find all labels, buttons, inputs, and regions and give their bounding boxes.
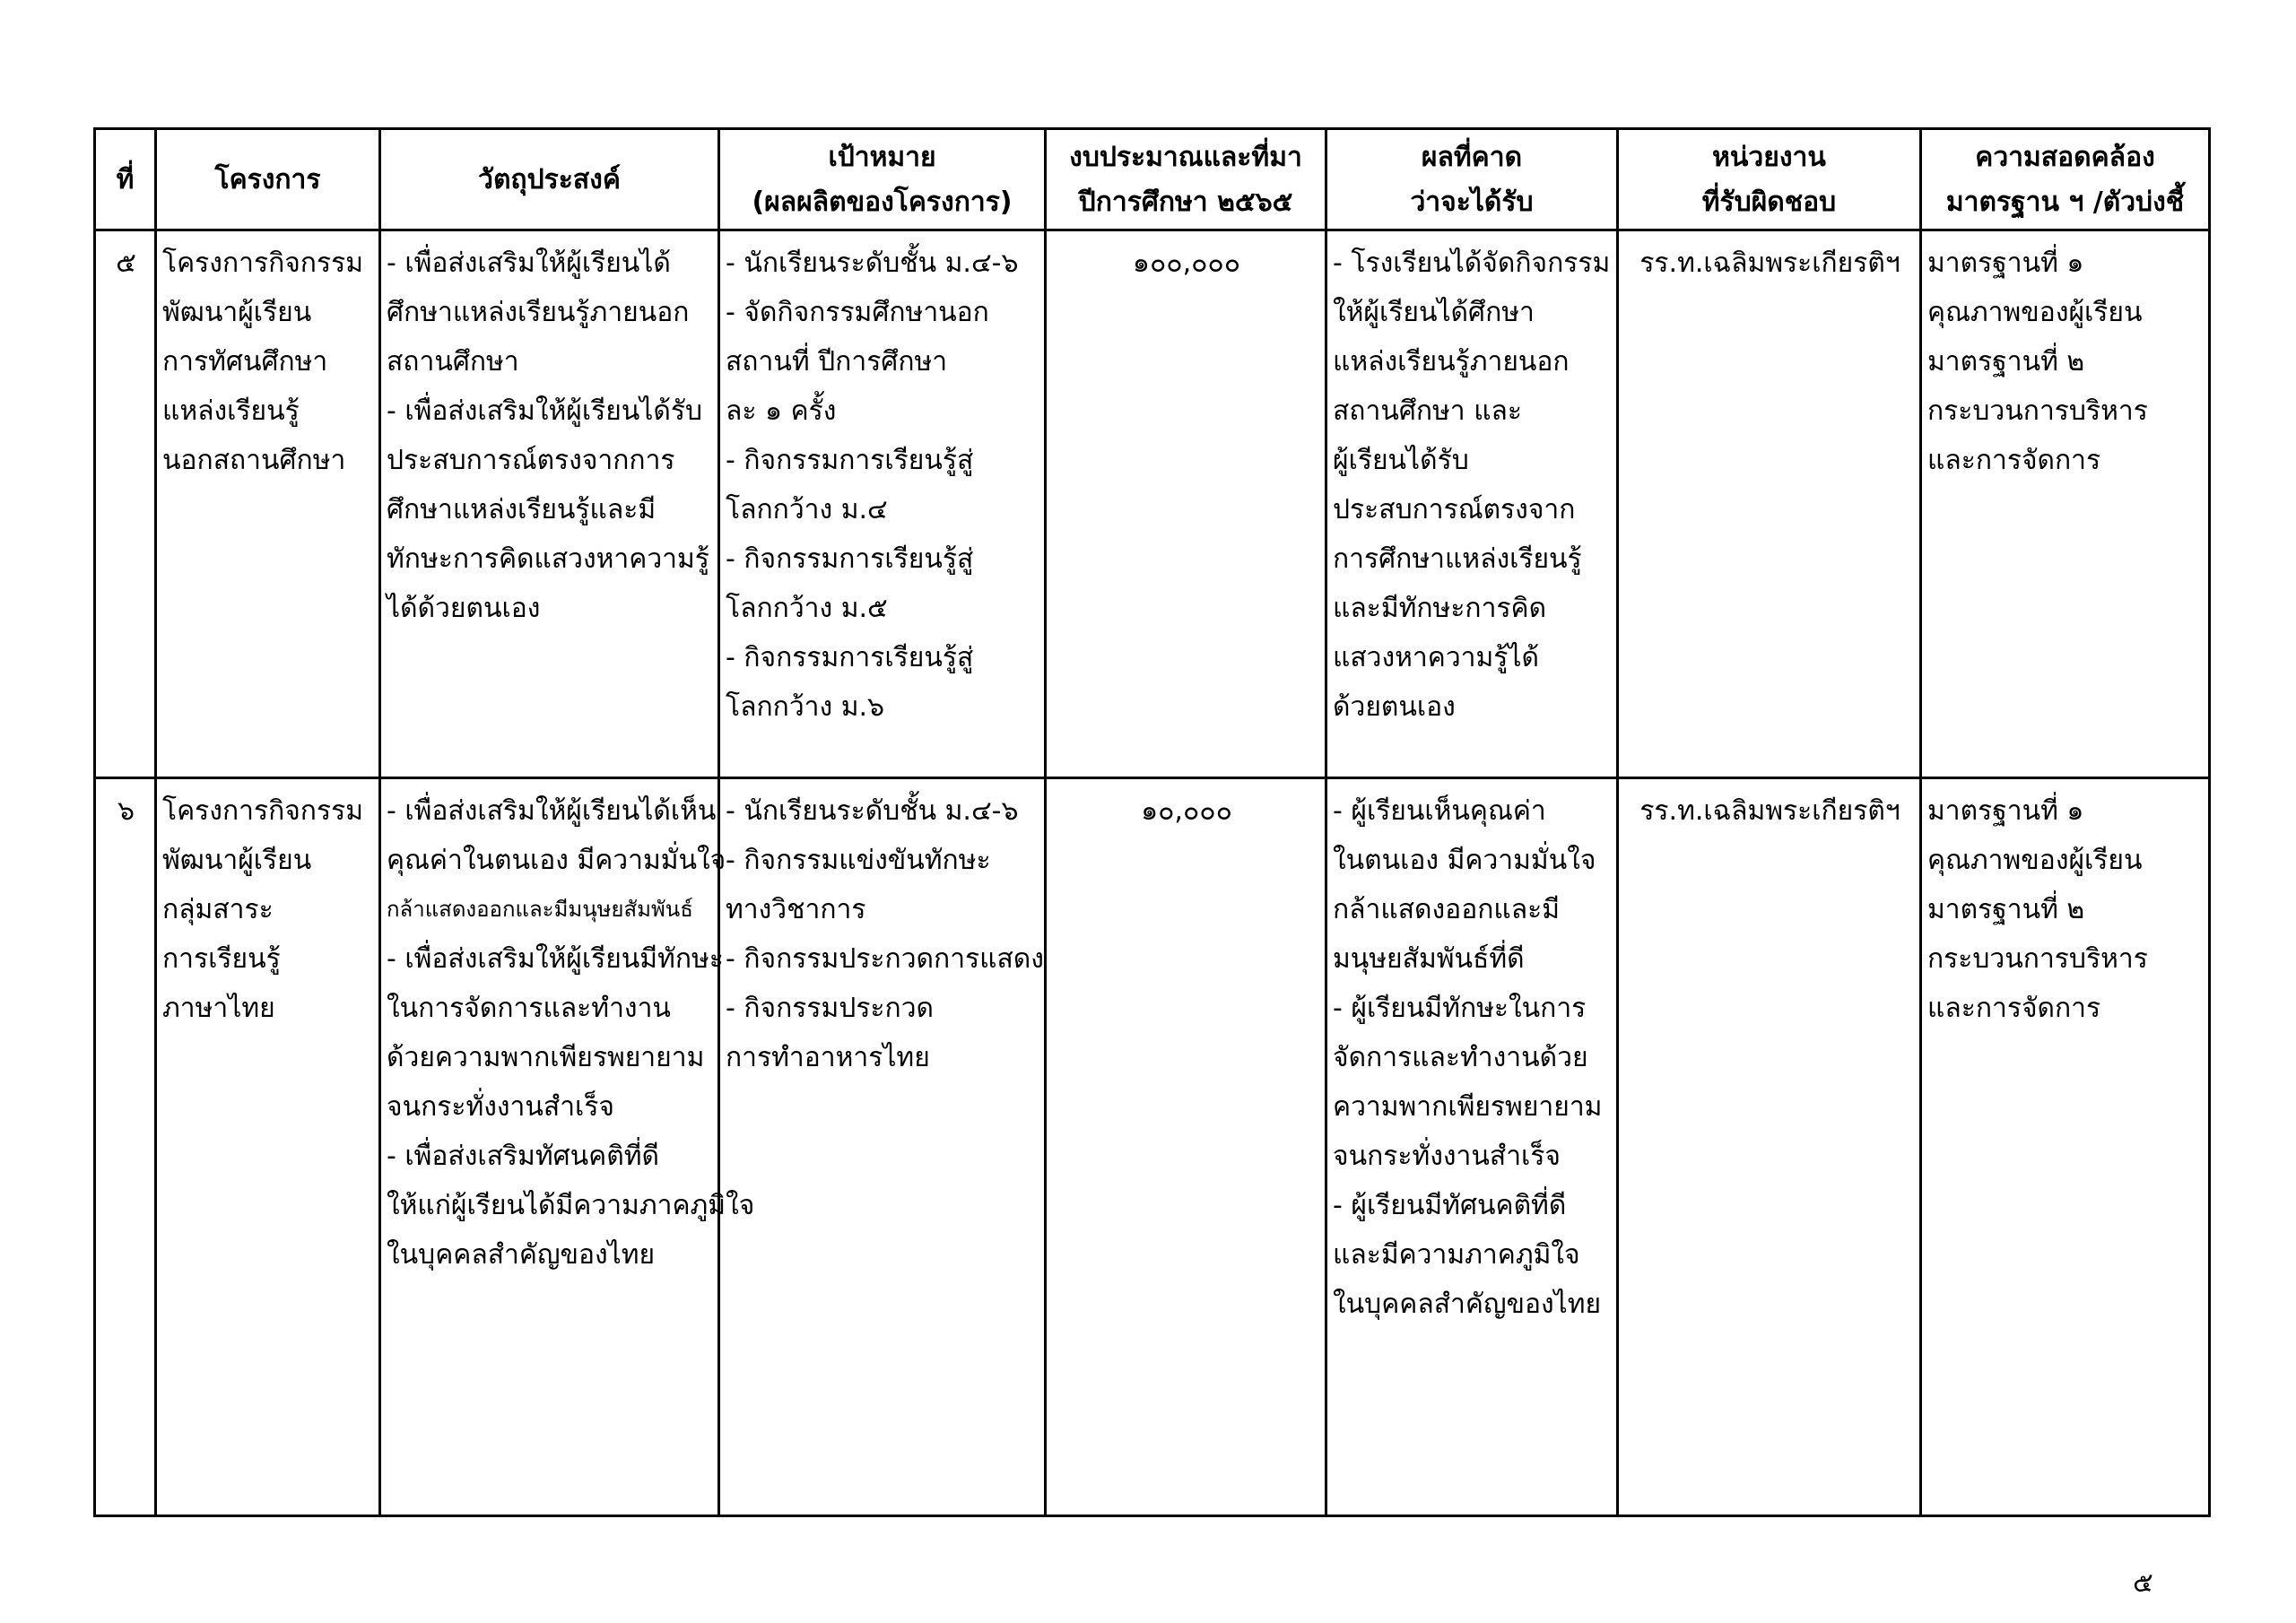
table-row <box>95 230 2210 778</box>
cell-project <box>156 778 380 1516</box>
cell-no: ๕ <box>95 230 156 778</box>
cell-line: และการจัดการ <box>1927 993 2101 1024</box>
cell-objective <box>380 778 755 1516</box>
cell-line: ในการจัดการและทำงาน <box>387 993 671 1024</box>
cell-line: ด้วยตนเอง <box>1333 691 1456 723</box>
header-budget-line-2: ปีการศึกษา ๒๕๖๕ <box>1078 187 1293 218</box>
cell-line: พัฒนาผู้เรียน <box>162 297 312 328</box>
header-no: ที่ <box>95 129 156 230</box>
header-unit-line-2: ที่รับผิดชอบ <box>1701 187 1837 218</box>
cell-line: ศึกษาแหล่งเรียนรู้และมี <box>387 494 657 525</box>
cell-line: จนกระทั่งงานสำเร็จ <box>387 1091 615 1123</box>
cell-line: มาตรฐานที่ ๑ <box>1927 247 2084 279</box>
cell-line: ในบุคคลสำคัญของไทย <box>387 1239 656 1271</box>
cell-line: ให้แก่ผู้เรียนได้มีความภาคภูมิใจ <box>387 1190 755 1221</box>
header-unit <box>1618 129 1921 230</box>
cell-line: ทางวิชาการ <box>726 894 866 925</box>
cell-line: การทำอาหารไทย <box>726 1042 930 1073</box>
cell-budget: ๑๐๐,๐๐๐ <box>1046 230 1326 778</box>
cell-line: ด้วยความพากเพียรพยายาม <box>387 1042 705 1073</box>
cell-line: ความพากเพียรพยายาม <box>1333 1091 1603 1123</box>
cell-line: โลกกว้าง ม.๖ <box>726 691 885 723</box>
cell-line: ละ ๑ ครั้ง <box>726 395 837 427</box>
cell-line: และมีทักษะการคิด <box>1333 593 1547 624</box>
cell-target <box>719 778 1046 1516</box>
header-project: โครงการ <box>156 129 380 230</box>
page-number: ๕ <box>2133 1567 2153 1599</box>
cell-line: - นักเรียนระดับชั้น ม.๔-๖ <box>726 247 1019 279</box>
cell-no: ๖ <box>95 778 156 1516</box>
cell-line: พัฒนาผู้เรียน <box>162 845 312 876</box>
cell-line: สถานศึกษา และ <box>1333 395 1523 427</box>
cell-line: ได้ด้วยตนเอง <box>387 593 541 624</box>
cell-line: - กิจกรรมแข่งขันทักษะ <box>726 845 991 876</box>
cell-line: ทักษะการคิดแสวงหาความรู้ <box>387 543 709 575</box>
cell-line: โครงการกิจกรรม <box>162 247 363 279</box>
cell-line: สถานศึกษา <box>387 346 519 378</box>
cell-expected <box>1326 778 1618 1516</box>
cell-line: - กิจกรรมประกวด <box>726 993 935 1024</box>
cell-line: ประสบการณ์ตรงจากการ <box>387 445 675 476</box>
header-unit-line-1: หน่วยงาน <box>1712 142 1826 173</box>
cell-line: จนกระทั่งงานสำเร็จ <box>1333 1141 1561 1172</box>
cell-budget: ๑๐,๐๐๐ <box>1046 778 1326 1516</box>
cell-line: - โรงเรียนได้จัดกิจกรรม <box>1333 247 1611 279</box>
cell-line: - เพื่อส่งเสริมทัศนคติที่ดี <box>387 1141 659 1172</box>
header-expected-line-1: ผลที่คาด <box>1421 142 1523 173</box>
cell-line: การเรียนรู้ <box>162 943 281 975</box>
cell-line: แหล่งเรียนรู้ <box>162 395 300 427</box>
cell-line: - ผู้เรียนมีทักษะในการ <box>1333 993 1587 1024</box>
cell-line: ประสบการณ์ตรงจาก <box>1333 494 1576 525</box>
cell-line: คุณภาพของผู้เรียน <box>1927 297 2143 328</box>
cell-unit: รร.ท.เฉลิมพระเกียรติฯ <box>1618 778 1921 1516</box>
cell-line: - เพื่อส่งเสริมให้ผู้เรียนได้ <box>387 247 671 279</box>
header-standard-line-1: ความสอดคล้อง <box>1975 142 2155 173</box>
header-row <box>95 129 2210 230</box>
cell-unit: รร.ท.เฉลิมพระเกียรติฯ <box>1618 230 1921 778</box>
cell-line: - กิจกรรมการเรียนรู้สู่ <box>726 543 974 575</box>
table-row <box>95 778 2210 1516</box>
cell-line: ภาษาไทย <box>162 993 275 1024</box>
cell-line: - จัดกิจกรรมศึกษานอก <box>726 297 989 328</box>
cell-line: - กิจกรรมการเรียนรู้สู่ <box>726 642 974 673</box>
cell-line: - เพื่อส่งเสริมให้ผู้เรียนได้เห็น <box>387 795 717 827</box>
cell-line: และมีความภาคภูมิใจ <box>1333 1239 1580 1271</box>
cell-line: - เพื่อส่งเสริมให้ผู้เรียนมีทักษะ <box>387 943 724 975</box>
cell-line: โครงการกิจกรรม <box>162 795 363 827</box>
cell-line: ให้ผู้เรียนได้ศึกษา <box>1333 297 1535 328</box>
cell-line: คุณค่าในตนเอง มีความมั่นใจ <box>387 845 726 876</box>
cell-line: สถานที่ ปีการศึกษา <box>726 346 948 378</box>
cell-line: โลกกว้าง ม.๕ <box>726 593 888 624</box>
cell-target <box>719 230 1046 778</box>
cell-line: กระบวนการบริหาร <box>1927 943 2148 975</box>
cell-line: ในตนเอง มีความมั่นใจ <box>1333 845 1596 876</box>
cell-standard <box>1921 778 2210 1516</box>
cell-line: มาตรฐานที่ ๑ <box>1927 795 2084 827</box>
cell-line: - ผู้เรียนเห็นคุณค่า <box>1333 795 1546 827</box>
cell-objective <box>380 230 719 778</box>
cell-line: - เพื่อส่งเสริมให้ผู้เรียนได้รับ <box>387 395 703 427</box>
header-target-line-1: เป้าหมาย <box>828 142 936 173</box>
cell-line: กระบวนการบริหาร <box>1927 395 2148 427</box>
cell-line: มาตรฐานที่ ๒ <box>1927 346 2085 378</box>
cell-line: ในบุคคลสำคัญของไทย <box>1333 1289 1602 1320</box>
cell-line: การทัศนศึกษา <box>162 346 328 378</box>
cell-line: คุณภาพของผู้เรียน <box>1927 845 2143 876</box>
header-objective: วัตถุประสงค์ <box>380 129 719 230</box>
cell-line: จัดการและทำงานด้วย <box>1333 1042 1588 1073</box>
header-standard-line-2: มาตรฐาน ฯ /ตัวบ่งชี้ <box>1945 187 2185 218</box>
cell-line: โลกกว้าง ม.๔ <box>726 494 888 525</box>
cell-line: ศึกษาแหล่งเรียนรู้ภายนอก <box>387 297 690 328</box>
cell-line: มาตรฐานที่ ๒ <box>1927 894 2085 925</box>
header-budget-line-1: งบประมาณและที่มา <box>1069 142 1302 173</box>
cell-line: กลุ่มสาระ <box>162 894 274 925</box>
cell-line: - นักเรียนระดับชั้น ม.๔-๖ <box>726 795 1019 827</box>
header-expected <box>1326 129 1618 230</box>
cell-line: ผู้เรียนได้รับ <box>1333 445 1469 476</box>
cell-standard <box>1921 230 2210 778</box>
header-budget <box>1046 129 1326 230</box>
cell-line: แสวงหาความรู้ได้ <box>1333 642 1539 673</box>
cell-line: แหล่งเรียนรู้ภายนอก <box>1333 346 1570 378</box>
project-table <box>93 127 2211 1517</box>
cell-line: และการจัดการ <box>1927 445 2101 476</box>
header-target <box>719 129 1046 230</box>
header-target-line-2: (ผลผลิตของโครงการ) <box>752 187 1013 218</box>
cell-line: - ผู้เรียนมีทัศนคติที่ดี <box>1333 1190 1567 1221</box>
cell-line: กล้าแสดงออกและมี <box>1333 894 1560 925</box>
cell-project <box>156 230 380 778</box>
cell-line: - กิจกรรมประกวดการแสดง <box>726 943 1044 975</box>
header-expected-line-2: ว่าจะได้รับ <box>1410 187 1534 218</box>
cell-line: มนุษยสัมพันธ์ที่ดี <box>1333 943 1525 975</box>
cell-expected <box>1326 230 1618 778</box>
header-standard <box>1921 129 2210 230</box>
cell-line: กล้าแสดงออกและมีมนุษยสัมพันธ์ <box>387 897 693 922</box>
cell-line: - กิจกรรมการเรียนรู้สู่ <box>726 445 974 476</box>
cell-line: นอกสถานศึกษา <box>162 445 346 476</box>
cell-line: การศึกษาแหล่งเรียนรู้ <box>1333 543 1582 575</box>
